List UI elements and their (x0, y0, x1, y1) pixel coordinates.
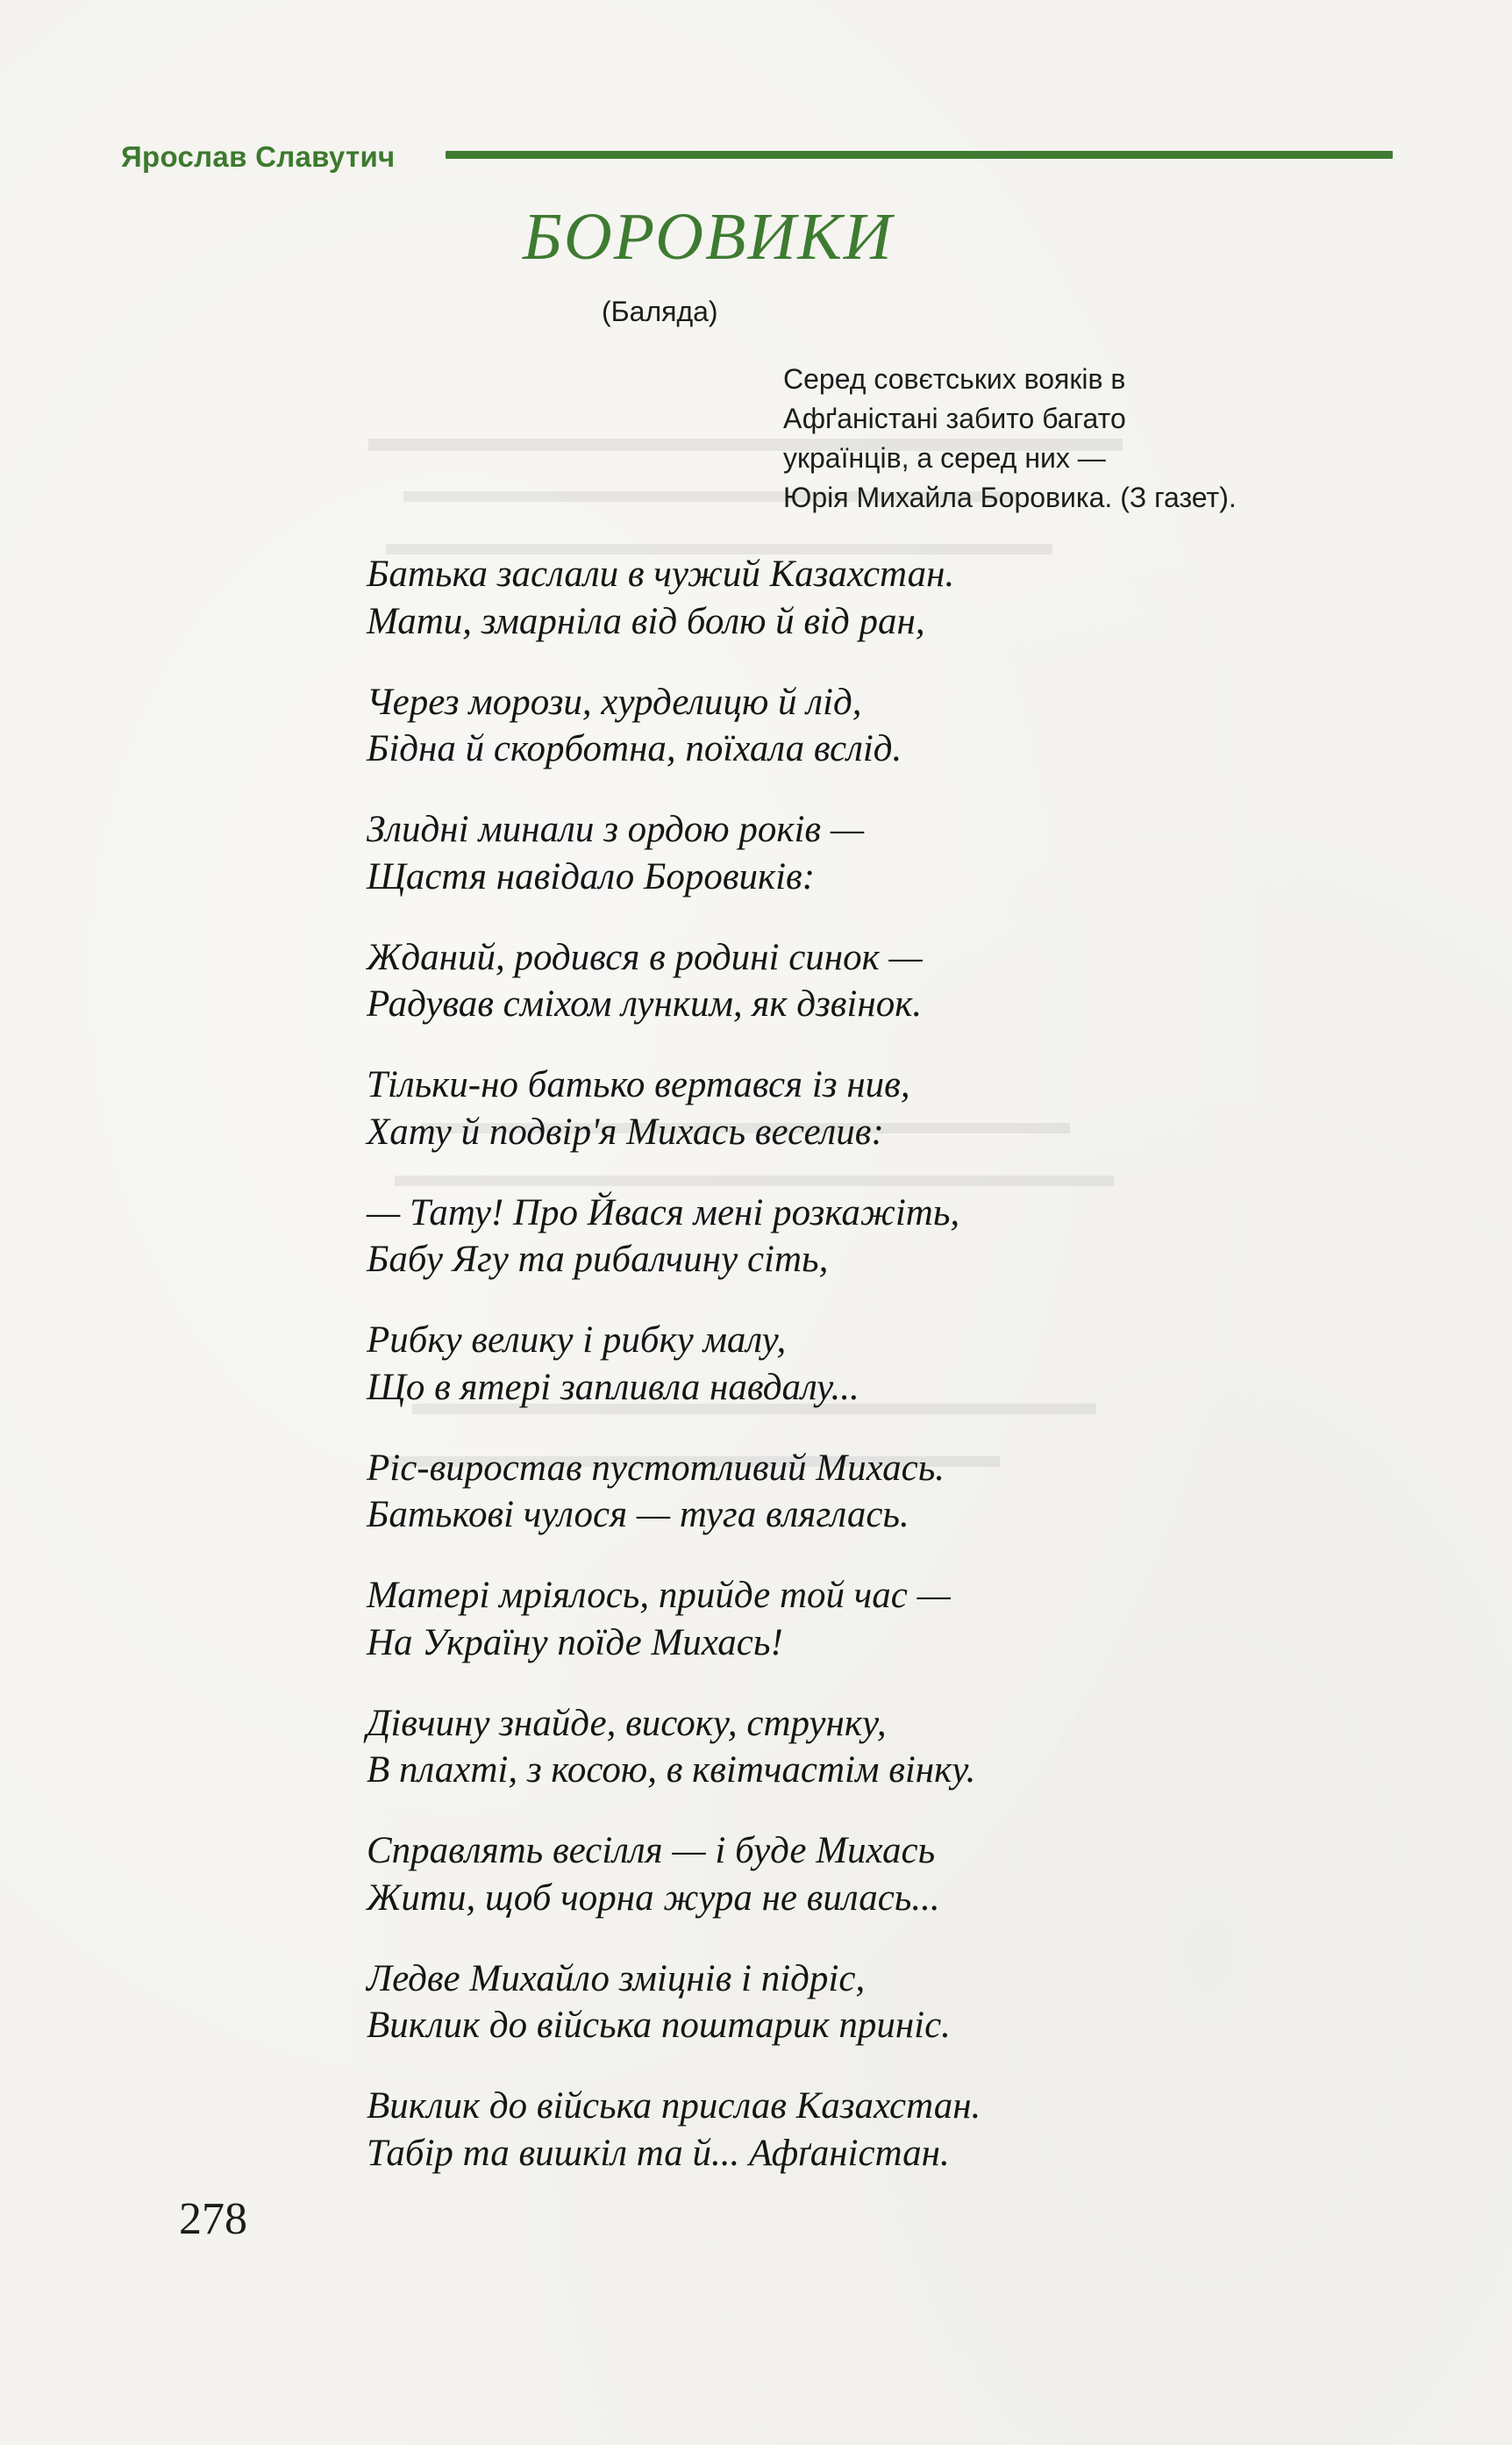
poem-line: На Україну поїде Михась! (367, 1621, 783, 1663)
poem-line: Тільки-но батько вертався із нив, (367, 1064, 910, 1105)
poem-line: Виклик до війська прислав Казахстан. (367, 2085, 981, 2127)
poem-line: Щастя навідало Боровиків: (367, 855, 816, 897)
poem-line: Радував сміхом лунким, як дзвінок. (367, 983, 923, 1025)
stanza (367, 934, 1401, 1028)
running-header-author: Ярослав Славутич (121, 140, 396, 173)
poem-subtitle: (Баляда) (602, 296, 718, 327)
stanza (367, 679, 1401, 773)
stanza (367, 1190, 1401, 1283)
stanza (367, 806, 1401, 900)
poem-title: БОРОВИКИ (523, 200, 894, 274)
header-rule (446, 151, 1393, 159)
poem-line: Дівчину знайде, високу, струнку, (367, 1702, 887, 1744)
epigraph-line: українців, а серед них — (783, 442, 1106, 474)
poem-line: Хату й подвір'я Михась веселив: (367, 1111, 884, 1153)
poem-line: — Тату! Про Йвася мені розкажіть, (367, 1191, 960, 1233)
stanza (367, 551, 1401, 645)
poem-body (367, 551, 1401, 2211)
poem-line: Через морози, хурделицю й лід, (367, 681, 862, 723)
stanza (367, 1062, 1401, 1155)
stanza (367, 1955, 1401, 2049)
poem-line: Бідна й скорботна, поїхала вслід. (367, 728, 902, 769)
stanza (367, 1317, 1401, 1411)
poem-line: Ріс-виростав пустотливий Михась. (367, 1447, 945, 1489)
poem-line: Батькові чулося — туга вляглась. (367, 1494, 909, 1535)
poem-line: Матері мріялось, прийде той час — (367, 1575, 951, 1616)
epigraph-line: Афґаністані забито багато (783, 403, 1126, 434)
poem-line: Бабу Ягу та рибалчину сіть, (367, 1239, 829, 1280)
page-number: 278 (179, 2194, 247, 2244)
poem-line: Виклик до війська поштарик приніс. (367, 2005, 951, 2046)
poem-line: Жити, щоб чорна жура не вилась... (367, 1877, 940, 1919)
poem-line: Табір та вишкіл та й... Афґаністан. (367, 2132, 950, 2174)
poem-line: В плахті, з косою, в квітчастім вінку. (367, 1749, 976, 1791)
stanza (367, 1445, 1401, 1539)
poem-line: Що в ятері запливла навдалу... (367, 1366, 859, 1408)
stanza (367, 1572, 1401, 1666)
epigraph-line: Серед совєтських вояків в (783, 363, 1126, 395)
poem-line: Злидні минали з ордою років — (367, 809, 865, 850)
poem-line: Батька заслали в чужий Казахстан. (367, 554, 955, 595)
poem-line: Жданий, родився в родині синок — (367, 936, 923, 978)
stanza (367, 2083, 1401, 2177)
epigraph-line: Юрія Михайла Боровика. (З газет). (783, 482, 1237, 513)
poem-line: Справлять весілля — і буде Михась (367, 1830, 936, 1871)
stanza (367, 1700, 1401, 1794)
poem-line: Рибку велику і рибку малу, (367, 1319, 787, 1361)
poem-line: Ледве Михайло зміцнів і підріс, (367, 1957, 866, 1999)
epigraph (783, 360, 1467, 518)
poem-line: Мати, змарніла від болю й від ран, (367, 600, 925, 642)
stanza (367, 1827, 1401, 1921)
